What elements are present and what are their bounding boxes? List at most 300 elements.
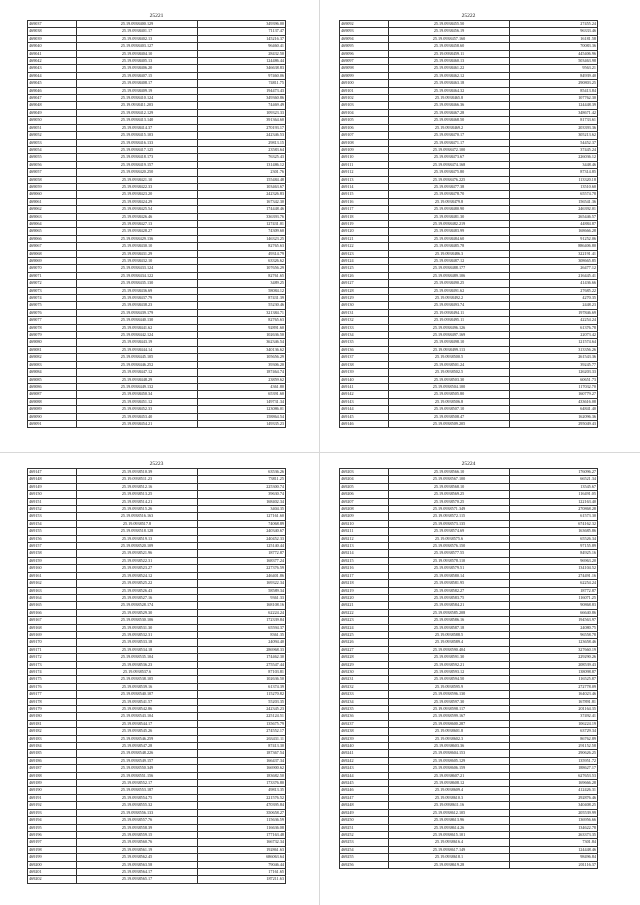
account-code-cell: 25.19.0938498.10	[389, 339, 510, 346]
account-code-cell: 25.19.0938426.46	[77, 213, 198, 220]
table-row	[28, 617, 286, 624]
row-id-cell: 469195	[28, 824, 77, 831]
amount-cell: 58084.12	[198, 287, 286, 294]
amount-cell: 103463.67	[198, 183, 286, 190]
row-id-cell: 469129	[340, 295, 389, 302]
table-row	[28, 317, 286, 324]
account-code-cell: 25.19.0938577.55	[389, 550, 510, 557]
amount-cell: 74469.49	[198, 102, 286, 109]
row-id-cell: 469042	[28, 58, 77, 65]
account-code-cell: 25.19.0938449.132	[77, 383, 198, 390]
table-row	[340, 831, 598, 838]
table-row	[340, 58, 598, 65]
row-id-cell: 469096	[340, 50, 389, 57]
table-row	[28, 258, 286, 265]
amount-cell: 229290.26	[510, 654, 598, 661]
amount-cell: 203393.36	[510, 124, 598, 131]
row-id-cell: 469229	[340, 661, 389, 668]
table-row	[340, 169, 598, 176]
amount-cell: 66640.86	[510, 609, 598, 616]
amount-cell: 192861.63	[198, 846, 286, 853]
row-id-cell: 469092	[340, 21, 389, 28]
amount-cell: 242326.83	[198, 191, 286, 198]
account-code-cell: 25.19.0938545.26	[77, 728, 198, 735]
row-id-cell: 469078	[28, 324, 77, 331]
table-row	[28, 35, 286, 42]
table-row	[340, 117, 598, 124]
table-row	[28, 861, 286, 868]
account-code-cell: 25.19.0938593.12	[389, 668, 510, 675]
table-row	[340, 391, 598, 398]
amount-cell: 187464.74	[198, 369, 286, 376]
amount-cell: 174462.30	[198, 654, 286, 661]
row-id-cell: 469155	[28, 528, 77, 535]
amount-cell: 16181.58	[510, 35, 598, 42]
amount-cell: 412426.31	[510, 787, 598, 794]
account-code-cell: 25.19.0938476.225	[389, 176, 510, 183]
account-code-cell: 25.19.0938448.29	[77, 376, 198, 383]
table-row	[28, 824, 286, 831]
amount-cell: 886406.80	[510, 243, 598, 250]
amount-cell: 18772.87	[510, 587, 598, 594]
account-code-cell: 25.19.0938471.17	[389, 139, 510, 146]
account-code-cell: 25.19.0938600.287	[389, 720, 510, 727]
amount-cell: 145216.37	[198, 35, 286, 42]
account-code-cell: 25.19.0938550.349	[77, 765, 198, 772]
row-id-cell: 469074	[28, 295, 77, 302]
table-row	[28, 250, 286, 257]
row-id-cell: 469103	[340, 102, 389, 109]
account-code-cell: 25.19.0938528.174	[77, 602, 198, 609]
amount-cell: 265446.57	[510, 213, 598, 220]
table-row	[340, 506, 598, 513]
table-row	[28, 498, 286, 505]
account-code-cell: 25.19.0938557.76	[77, 817, 198, 824]
amount-cell: 41436.66	[510, 280, 598, 287]
table-row	[28, 639, 286, 646]
table-row	[340, 280, 598, 287]
account-code-cell: 25.19.0938435.130	[77, 280, 198, 287]
account-code-cell: 25.19.0938433.124	[77, 265, 198, 272]
row-id-cell: 469166	[28, 609, 77, 616]
row-id-cell: 469111	[340, 161, 389, 168]
account-code-cell: 25.19.0938419.157	[77, 161, 198, 168]
amount-cell: 135951.72	[510, 757, 598, 764]
amount-cell: 445406.96	[510, 50, 598, 57]
row-id-cell: 469125	[340, 265, 389, 272]
table-row	[340, 258, 598, 265]
account-code-cell: 25.19.0938465.8	[389, 95, 510, 102]
row-id-cell: 469248	[340, 802, 389, 809]
account-code-cell: 25.19.0938428.27	[77, 228, 198, 235]
account-code-cell: 25.19.0938487.12	[389, 258, 510, 265]
account-code-cell: 25.19.0938440.130	[77, 317, 198, 324]
table-row	[28, 295, 286, 302]
table-row	[28, 206, 286, 213]
amount-cell: 74068.89	[198, 520, 286, 527]
amount-cell: 4270.35	[510, 295, 598, 302]
account-code-cell: 25.19.0938414.37	[77, 124, 198, 131]
table-row	[340, 109, 598, 116]
account-code-cell: 25.19.0938458.60	[389, 43, 510, 50]
row-id-cell: 469043	[28, 65, 77, 72]
row-id-cell: 469073	[28, 287, 77, 294]
account-code-cell: 25.19.0938468.50	[389, 117, 510, 124]
row-id-cell: 469211	[340, 528, 389, 535]
amount-cell: 216445.41	[510, 272, 598, 279]
table-row	[340, 265, 598, 272]
account-code-cell: 25.19.0938478.70	[389, 191, 510, 198]
account-code-cell: 25.19.0938455.50	[389, 21, 510, 28]
row-id-cell: 469104	[340, 109, 389, 116]
table-row	[340, 780, 598, 787]
account-code-cell: 25.19.0938596.130	[389, 691, 510, 698]
amount-cell: 240452.33	[198, 535, 286, 542]
account-code-cell: 25.19.0938479.8	[389, 198, 510, 205]
amount-cell: 26477.12	[510, 265, 598, 272]
account-code-cell: 25.19.0938554.75	[77, 794, 198, 801]
account-code-cell: 25.19.0938408.17	[77, 80, 198, 87]
row-id-cell: 469098	[340, 65, 389, 72]
row-id-cell: 469050	[28, 117, 77, 124]
table-row	[28, 243, 286, 250]
table-row	[28, 124, 286, 131]
row-id-cell: 469150	[28, 491, 77, 498]
amount-cell: 29813.15	[198, 139, 286, 146]
amount-cell: 362346.54	[198, 339, 286, 346]
row-id-cell: 469107	[340, 132, 389, 139]
amount-cell: 187367.54	[198, 750, 286, 757]
amount-cell: 49314.79	[198, 250, 286, 257]
account-code-cell: 25.19.0938569.25	[389, 491, 510, 498]
table-row	[340, 743, 598, 750]
account-code-cell: 25.19.0938499.113	[389, 346, 510, 353]
table-row	[28, 757, 286, 764]
account-code-cell: 25.19.0938589.4	[389, 639, 510, 646]
amount-cell: 125140.44	[198, 543, 286, 550]
amount-cell: 23583.64	[198, 146, 286, 153]
account-code-cell: 25.19.0938470.17	[389, 132, 510, 139]
table-row	[28, 557, 286, 564]
row-id-cell: 469144	[340, 406, 389, 413]
amount-cell: 64841.40	[510, 406, 598, 413]
table-row	[28, 713, 286, 720]
amount-cell: 113320.18	[510, 176, 598, 183]
table-row	[340, 198, 598, 205]
amount-cell: 168377.24	[198, 557, 286, 564]
amount-cell: 85413.84	[510, 87, 598, 94]
table-row	[28, 594, 286, 601]
account-code-cell: 25.19.0938462.12	[389, 72, 510, 79]
amount-cell: 295049.43	[510, 420, 598, 427]
account-code-cell: 25.19.0938489.106	[389, 272, 510, 279]
amount-cell: 134622.78	[510, 824, 598, 831]
row-id-cell: 469140	[340, 376, 389, 383]
amount-cell: 225300.74	[198, 483, 286, 490]
amount-cell: 65526.34	[510, 535, 598, 542]
account-code-cell: 25.19.0938405.13	[77, 58, 198, 65]
account-code-cell: 25.19.0938530.106	[77, 617, 198, 624]
account-code-cell: 25.19.0938618.1	[389, 854, 510, 861]
amount-cell: 321384.71	[198, 309, 286, 316]
account-code-cell: 25.19.0938527.16	[77, 594, 198, 601]
account-code-cell: 25.19.0938581.95	[389, 580, 510, 587]
row-id-cell: 469157	[28, 543, 77, 550]
account-code-cell: 25.19.0938583.75	[389, 594, 510, 601]
table-row	[28, 398, 286, 405]
table-row	[340, 309, 598, 316]
amount-cell: 263373.35	[510, 831, 598, 838]
table-row	[28, 868, 286, 875]
row-id-cell: 469123	[340, 250, 389, 257]
account-code-cell: 25.19.0938561.19	[77, 846, 198, 853]
table-row	[340, 220, 598, 227]
table-row	[340, 354, 598, 361]
table-row	[28, 646, 286, 653]
amount-cell: 169322.34	[198, 580, 286, 587]
account-code-cell: 25.19.0938432.10	[77, 258, 198, 265]
table-row	[340, 420, 598, 427]
row-id-cell: 469041	[28, 50, 77, 57]
row-id-cell: 469154	[28, 520, 77, 527]
row-id-cell: 469118	[340, 213, 389, 220]
amount-cell: 63326.62	[198, 258, 286, 265]
row-id-cell: 469085	[28, 376, 77, 383]
row-id-cell: 469207	[340, 498, 389, 505]
row-id-cell: 469159	[28, 557, 77, 564]
row-id-cell: 469037	[28, 21, 77, 28]
row-id-cell: 469202	[28, 876, 77, 883]
row-id-cell: 469138	[340, 361, 389, 368]
sheet-page-number: 25222	[461, 13, 476, 19]
account-code-cell: 25.19.0938516.163	[77, 513, 198, 520]
amount-cell: 90868.83	[510, 602, 598, 609]
row-id-cell: 469149	[28, 483, 77, 490]
amount-cell: 327660.19	[510, 646, 598, 653]
row-id-cell: 469139	[340, 369, 389, 376]
account-code-cell: 25.19.0938483.99	[389, 228, 510, 235]
table-row	[28, 302, 286, 309]
amount-cell: 308665.85	[510, 258, 598, 265]
table-row	[28, 535, 286, 542]
account-code-cell: 25.19.0938514.21	[77, 498, 198, 505]
amount-cell: 70083.36	[510, 43, 598, 50]
amount-cell: 96333.46	[510, 28, 598, 35]
account-code-cell: 25.19.0938443.19	[77, 339, 198, 346]
row-id-cell: 469246	[340, 787, 389, 794]
row-id-cell: 469219	[340, 587, 389, 594]
table-row	[340, 683, 598, 690]
row-id-cell: 469244	[340, 772, 389, 779]
table-row	[340, 80, 598, 87]
row-id-cell: 469060	[28, 191, 77, 198]
table-row	[28, 698, 286, 705]
amount-cell: 503463.98	[510, 58, 598, 65]
amount-cell: 39245.77	[510, 361, 598, 368]
table-row	[340, 787, 598, 794]
table-row	[340, 587, 598, 594]
amount-cell: 201164.35	[510, 706, 598, 713]
row-id-cell: 469209	[340, 513, 389, 520]
amount-cell: 115636.59	[198, 817, 286, 824]
row-id-cell: 469089	[28, 406, 77, 413]
table-row	[340, 154, 598, 161]
amount-cell: 336393.76	[198, 213, 286, 220]
amount-cell: 290626.25	[510, 750, 598, 757]
amount-cell: 162096.36	[510, 413, 598, 420]
row-id-cell: 469101	[340, 87, 389, 94]
amount-cell: 102636.50	[198, 332, 286, 339]
table-row	[340, 535, 598, 542]
row-id-cell: 469067	[28, 243, 77, 250]
table-row	[340, 146, 598, 153]
account-code-cell: 25.19.0938416.133	[77, 139, 198, 146]
amount-cell: 107762.30	[510, 95, 598, 102]
account-code-cell: 25.19.0938477.38	[389, 183, 510, 190]
table-row	[28, 117, 286, 124]
row-id-cell: 469108	[340, 139, 389, 146]
account-code-cell: 25.19.0938450.34	[77, 391, 198, 398]
amount-cell: 55230.46	[198, 302, 286, 309]
amount-cell: 194563.97	[510, 617, 598, 624]
table-row	[340, 287, 598, 294]
row-id-cell: 469062	[28, 206, 77, 213]
account-code-cell: 25.19.0938406.20	[77, 65, 198, 72]
account-code-cell: 25.19.0938619.28	[389, 861, 510, 868]
row-id-cell: 469102	[340, 95, 389, 102]
account-code-cell: 25.19.0938572.115	[389, 513, 510, 520]
row-id-cell: 469136	[340, 346, 389, 353]
amount-cell: 176096.27	[510, 469, 598, 476]
row-id-cell: 469135	[340, 339, 389, 346]
account-code-cell: 25.19.0938586.16	[389, 617, 510, 624]
account-code-cell: 25.19.0938456.19	[389, 28, 510, 35]
row-id-cell: 469221	[340, 602, 389, 609]
row-id-cell: 469231	[340, 676, 389, 683]
row-id-cell: 469174	[28, 668, 77, 675]
row-id-cell: 469243	[340, 765, 389, 772]
account-code-cell: 25.19.0938484.60	[389, 235, 510, 242]
amount-cell: 261543.36	[510, 354, 598, 361]
table-row	[340, 176, 598, 183]
row-id-cell: 469122	[340, 243, 389, 250]
table-row	[340, 161, 598, 168]
row-id-cell: 469228	[340, 654, 389, 661]
account-code-cell: 25.19.0938584.21	[389, 602, 510, 609]
amount-cell: 221576.52	[198, 794, 286, 801]
row-id-cell: 469080	[28, 339, 77, 346]
account-code-cell: 25.19.0938507.10	[389, 406, 510, 413]
table-row	[28, 43, 286, 50]
row-id-cell: 469193	[28, 809, 77, 816]
account-code-cell: 25.19.0938413.140	[77, 117, 198, 124]
account-code-cell: 25.19.0938534.18	[77, 646, 198, 653]
row-id-cell: 469087	[28, 391, 77, 398]
table-row	[340, 324, 598, 331]
account-code-cell: 25.19.0938509.205	[389, 420, 510, 427]
account-code-cell: 25.19.0938497.169	[389, 332, 510, 339]
row-id-cell: 469238	[340, 728, 389, 735]
account-code-cell: 25.19.0938437.79	[77, 295, 198, 302]
table-row	[28, 706, 286, 713]
amount-cell: 116636.08	[198, 824, 286, 831]
table-row	[28, 161, 286, 168]
amount-cell: 7301.84	[510, 839, 598, 846]
amount-cell: 172339.84	[198, 617, 286, 624]
amount-cell: 183682.50	[198, 772, 286, 779]
table-row	[340, 369, 598, 376]
amount-cell: 91252.06	[510, 235, 598, 242]
amount-cell: 82765.63	[198, 317, 286, 324]
table-row	[340, 520, 598, 527]
table-row	[340, 861, 598, 868]
row-id-cell: 469054	[28, 146, 77, 153]
row-id-cell: 469245	[340, 780, 389, 787]
table-row	[340, 21, 598, 28]
table-row	[340, 272, 598, 279]
amount-cell: 105656.29	[198, 354, 286, 361]
account-code-cell: 25.19.0938420.250	[77, 169, 198, 176]
table-row	[28, 376, 286, 383]
amount-cell: 313356.26	[510, 346, 598, 353]
account-code-cell: 25.19.0938422.33	[77, 183, 198, 190]
table-row	[340, 528, 598, 535]
account-code-cell: 25.19.0938592.21	[389, 661, 510, 668]
row-id-cell: 469200	[28, 861, 77, 868]
amount-cell: 116491.05	[510, 491, 598, 498]
amount-cell: 177163.48	[198, 831, 286, 838]
table-row	[340, 513, 598, 520]
account-code-cell: 25.19.0938567.100	[389, 476, 510, 483]
row-id-cell: 469242	[340, 757, 389, 764]
table-row	[28, 817, 286, 824]
amount-cell: 13545.67	[510, 483, 598, 490]
amount-cell: 167342.30	[198, 198, 286, 205]
row-id-cell: 469127	[340, 280, 389, 287]
account-code-cell: 25.19.0938511.23	[77, 476, 198, 483]
table-row	[340, 376, 598, 383]
row-id-cell: 469158	[28, 550, 77, 557]
account-code-cell: 25.19.0938611.16	[389, 802, 510, 809]
ledger-table	[339, 468, 598, 869]
row-id-cell: 469040	[28, 43, 77, 50]
table-row	[340, 735, 598, 742]
account-code-cell: 25.19.0938546.259	[77, 735, 198, 742]
amount-cell: 87413.30	[198, 743, 286, 750]
table-row	[340, 706, 598, 713]
row-id-cell: 469124	[340, 258, 389, 265]
account-code-cell: 25.19.0938486.3	[389, 250, 510, 257]
table-row	[340, 469, 598, 476]
sheet-page-number: 25221	[149, 13, 164, 19]
account-code-cell: 25.19.0938591.30	[389, 654, 510, 661]
account-code-cell: 25.19.0938537.6	[77, 668, 198, 675]
row-id-cell: 469197	[28, 839, 77, 846]
row-id-cell: 469168	[28, 624, 77, 631]
table-row	[340, 250, 598, 257]
amount-cell: 134104.52	[510, 565, 598, 572]
amount-cell: 22073.42	[510, 332, 598, 339]
table-row	[340, 491, 598, 498]
account-code-cell: 25.19.0938523.27	[77, 565, 198, 572]
row-id-cell: 469181	[28, 720, 77, 727]
table-row	[28, 346, 286, 353]
amount-cell: 96558.78	[510, 631, 598, 638]
row-id-cell: 469116	[340, 198, 389, 205]
account-code-cell: 25.19.0938544.17	[77, 720, 198, 727]
table-row	[340, 50, 598, 57]
table-row	[28, 109, 286, 116]
